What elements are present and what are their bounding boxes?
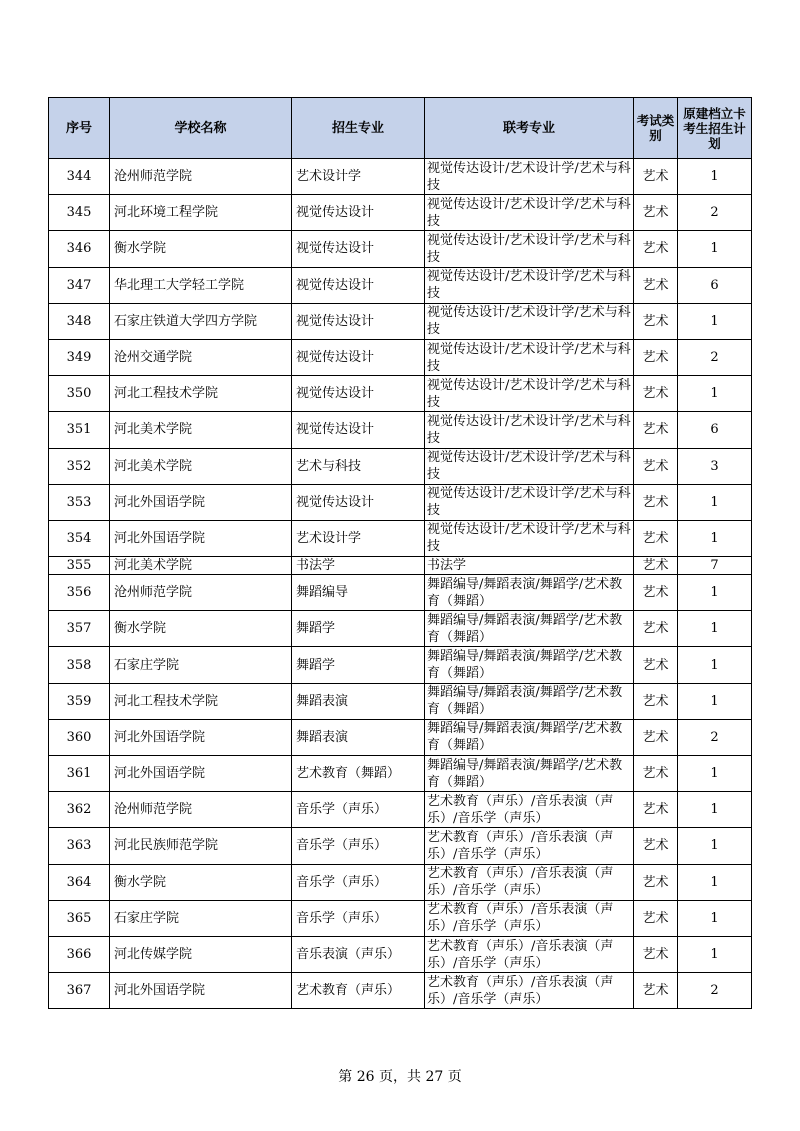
cell-joint-exam-major: 视觉传达设计/艺术设计学/艺术与科技 [425,520,634,556]
cell-index: 363 [49,828,110,864]
cell-plan-count: 1 [678,828,752,864]
cell-plan-count: 1 [678,376,752,412]
cell-school-name: 衡水学院 [110,864,292,900]
cell-joint-exam-major: 视觉传达设计/艺术设计学/艺术与科技 [425,267,634,303]
cell-school-name: 石家庄铁道大学四方学院 [110,303,292,339]
document-page [48,97,751,1009]
table-body [49,159,752,1009]
cell-plan-count: 1 [678,683,752,719]
cell-school-name: 河北美术学院 [110,557,292,575]
cell-joint-exam-major: 艺术教育（声乐）/音乐表演（声乐）/音乐学（声乐） [425,936,634,972]
table-header-row [49,98,752,159]
cell-school-name: 石家庄学院 [110,647,292,683]
cell-plan-count: 1 [678,159,752,195]
cell-exam-category: 艺术 [634,792,678,828]
cell-index: 354 [49,520,110,556]
cell-plan-count: 2 [678,195,752,231]
table-row [49,303,752,339]
table-row [49,864,752,900]
cell-major: 舞蹈学 [292,647,425,683]
cell-joint-exam-major: 艺术教育（声乐）/音乐表演（声乐）/音乐学（声乐） [425,973,634,1009]
cell-exam-category: 艺术 [634,159,678,195]
cell-plan-count: 2 [678,719,752,755]
header-school-name: 学校名称 [110,98,292,159]
cell-school-name: 河北民族师范学院 [110,828,292,864]
cell-joint-exam-major: 舞蹈编导/舞蹈表演/舞蹈学/艺术教育（舞蹈） [425,611,634,647]
cell-plan-count: 1 [678,520,752,556]
cell-joint-exam-major: 舞蹈编导/舞蹈表演/舞蹈学/艺术教育（舞蹈） [425,719,634,755]
table-row [49,756,752,792]
table-row [49,267,752,303]
cell-joint-exam-major: 视觉传达设计/艺术设计学/艺术与科技 [425,195,634,231]
cell-school-name: 衡水学院 [110,231,292,267]
cell-major: 视觉传达设计 [292,267,425,303]
cell-major: 视觉传达设计 [292,303,425,339]
cell-exam-category: 艺术 [634,231,678,267]
table-row [49,231,752,267]
header-index: 序号 [49,98,110,159]
cell-joint-exam-major: 视觉传达设计/艺术设计学/艺术与科技 [425,376,634,412]
cell-index: 358 [49,647,110,683]
cell-index: 362 [49,792,110,828]
cell-major: 艺术设计学 [292,520,425,556]
cell-school-name: 河北外国语学院 [110,973,292,1009]
cell-school-name: 河北传媒学院 [110,936,292,972]
cell-major: 艺术教育（声乐） [292,973,425,1009]
cell-plan-count: 1 [678,756,752,792]
cell-joint-exam-major: 舞蹈编导/舞蹈表演/舞蹈学/艺术教育（舞蹈） [425,575,634,611]
cell-exam-category: 艺术 [634,376,678,412]
cell-major: 艺术设计学 [292,159,425,195]
cell-major: 音乐学（声乐） [292,792,425,828]
cell-school-name: 河北美术学院 [110,448,292,484]
cell-index: 344 [49,159,110,195]
cell-index: 349 [49,339,110,375]
cell-exam-category: 艺术 [634,195,678,231]
cell-joint-exam-major: 舞蹈编导/舞蹈表演/舞蹈学/艺术教育（舞蹈） [425,756,634,792]
cell-plan-count: 2 [678,973,752,1009]
cell-exam-category: 艺术 [634,611,678,647]
cell-index: 366 [49,936,110,972]
table-row [49,557,752,575]
cell-plan-count: 6 [678,267,752,303]
cell-index: 357 [49,611,110,647]
cell-school-name: 沧州师范学院 [110,159,292,195]
cell-major: 艺术与科技 [292,448,425,484]
cell-index: 346 [49,231,110,267]
cell-exam-category: 艺术 [634,936,678,972]
cell-major: 舞蹈编导 [292,575,425,611]
cell-joint-exam-major: 艺术教育（声乐）/音乐表演（声乐）/音乐学（声乐） [425,828,634,864]
cell-exam-category: 艺术 [634,683,678,719]
cell-index: 355 [49,557,110,575]
cell-joint-exam-major: 艺术教育（声乐）/音乐表演（声乐）/音乐学（声乐） [425,864,634,900]
cell-plan-count: 6 [678,412,752,448]
cell-exam-category: 艺术 [634,412,678,448]
cell-plan-count: 1 [678,575,752,611]
admission-plan-table [48,97,752,1009]
cell-major: 视觉传达设计 [292,231,425,267]
cell-major: 舞蹈表演 [292,683,425,719]
cell-major: 舞蹈表演 [292,719,425,755]
cell-plan-count: 1 [678,900,752,936]
table-row [49,792,752,828]
cell-index: 347 [49,267,110,303]
cell-school-name: 沧州师范学院 [110,792,292,828]
cell-index: 365 [49,900,110,936]
table-row [49,376,752,412]
table-row [49,683,752,719]
cell-major: 视觉传达设计 [292,339,425,375]
table-row [49,520,752,556]
cell-major: 音乐学（声乐） [292,900,425,936]
cell-joint-exam-major: 艺术教育（声乐）/音乐表演（声乐）/音乐学（声乐） [425,900,634,936]
cell-index: 348 [49,303,110,339]
cell-school-name: 沧州交通学院 [110,339,292,375]
cell-plan-count: 1 [678,611,752,647]
header-exam-category: 考试类别 [634,98,678,159]
cell-exam-category: 艺术 [634,864,678,900]
cell-plan-count: 1 [678,936,752,972]
cell-joint-exam-major: 艺术教育（声乐）/音乐表演（声乐）/音乐学（声乐） [425,792,634,828]
table-row [49,828,752,864]
cell-joint-exam-major: 视觉传达设计/艺术设计学/艺术与科技 [425,231,634,267]
cell-joint-exam-major: 视觉传达设计/艺术设计学/艺术与科技 [425,412,634,448]
cell-exam-category: 艺术 [634,756,678,792]
cell-school-name: 河北工程技术学院 [110,376,292,412]
cell-exam-category: 艺术 [634,448,678,484]
cell-joint-exam-major: 视觉传达设计/艺术设计学/艺术与科技 [425,159,634,195]
cell-exam-category: 艺术 [634,484,678,520]
cell-major: 视觉传达设计 [292,195,425,231]
cell-school-name: 河北外国语学院 [110,756,292,792]
cell-plan-count: 1 [678,484,752,520]
cell-school-name: 河北工程技术学院 [110,683,292,719]
table-row [49,647,752,683]
cell-plan-count: 1 [678,864,752,900]
cell-major: 视觉传达设计 [292,376,425,412]
cell-joint-exam-major: 舞蹈编导/舞蹈表演/舞蹈学/艺术教育（舞蹈） [425,647,634,683]
cell-exam-category: 艺术 [634,647,678,683]
cell-major: 视觉传达设计 [292,484,425,520]
table-row [49,611,752,647]
cell-exam-category: 艺术 [634,339,678,375]
table-row [49,159,752,195]
cell-school-name: 石家庄学院 [110,900,292,936]
table-row [49,936,752,972]
cell-index: 360 [49,719,110,755]
cell-joint-exam-major: 书法学 [425,557,634,575]
cell-exam-category: 艺术 [634,520,678,556]
cell-joint-exam-major: 视觉传达设计/艺术设计学/艺术与科技 [425,339,634,375]
table-row [49,575,752,611]
cell-exam-category: 艺术 [634,267,678,303]
table-row [49,900,752,936]
header-major: 招生专业 [292,98,425,159]
cell-school-name: 沧州师范学院 [110,575,292,611]
cell-exam-category: 艺术 [634,828,678,864]
cell-index: 364 [49,864,110,900]
cell-plan-count: 1 [678,231,752,267]
cell-school-name: 衡水学院 [110,611,292,647]
table-row [49,412,752,448]
cell-plan-count: 1 [678,647,752,683]
cell-major: 舞蹈学 [292,611,425,647]
header-enrollment-plan: 原建档立卡考生招生计划 [678,98,752,159]
cell-index: 367 [49,973,110,1009]
cell-exam-category: 艺术 [634,900,678,936]
table-row [49,448,752,484]
cell-joint-exam-major: 视觉传达设计/艺术设计学/艺术与科技 [425,484,634,520]
cell-exam-category: 艺术 [634,719,678,755]
cell-exam-category: 艺术 [634,973,678,1009]
cell-index: 359 [49,683,110,719]
cell-exam-category: 艺术 [634,303,678,339]
cell-joint-exam-major: 视觉传达设计/艺术设计学/艺术与科技 [425,303,634,339]
cell-school-name: 河北外国语学院 [110,719,292,755]
header-joint-exam-major: 联考专业 [425,98,634,159]
cell-index: 345 [49,195,110,231]
cell-index: 356 [49,575,110,611]
page-footer: 第 26 页，共 27 页 [338,1069,462,1085]
cell-index: 352 [49,448,110,484]
cell-exam-category: 艺术 [634,557,678,575]
table-row [49,484,752,520]
table-row [49,719,752,755]
cell-major: 艺术教育（舞蹈） [292,756,425,792]
cell-school-name: 河北外国语学院 [110,484,292,520]
cell-index: 351 [49,412,110,448]
cell-plan-count: 2 [678,339,752,375]
cell-joint-exam-major: 视觉传达设计/艺术设计学/艺术与科技 [425,448,634,484]
cell-plan-count: 1 [678,792,752,828]
cell-major: 音乐表演（声乐） [292,936,425,972]
cell-school-name: 华北理工大学轻工学院 [110,267,292,303]
cell-joint-exam-major: 舞蹈编导/舞蹈表演/舞蹈学/艺术教育（舞蹈） [425,683,634,719]
cell-school-name: 河北环境工程学院 [110,195,292,231]
table-row [49,339,752,375]
cell-major: 书法学 [292,557,425,575]
cell-school-name: 河北美术学院 [110,412,292,448]
cell-major: 视觉传达设计 [292,412,425,448]
cell-plan-count: 7 [678,557,752,575]
cell-exam-category: 艺术 [634,575,678,611]
cell-index: 350 [49,376,110,412]
cell-school-name: 河北外国语学院 [110,520,292,556]
cell-plan-count: 3 [678,448,752,484]
cell-plan-count: 1 [678,303,752,339]
cell-index: 361 [49,756,110,792]
cell-major: 音乐学（声乐） [292,828,425,864]
table-row [49,973,752,1009]
table-row [49,195,752,231]
cell-major: 音乐学（声乐） [292,864,425,900]
cell-index: 353 [49,484,110,520]
